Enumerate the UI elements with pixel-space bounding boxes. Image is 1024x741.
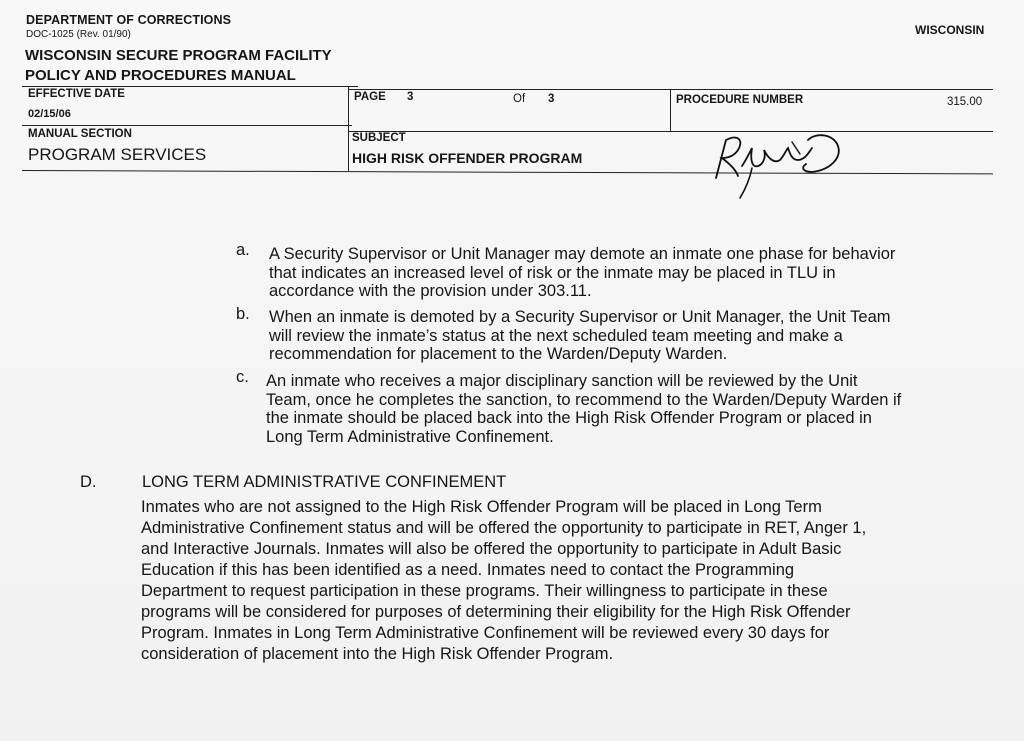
item-a-line: that indicates an increased level of risk or the inmate may be placed in TLU in bbox=[269, 263, 836, 282]
subject-value: HIGH RISK OFFENDER PROGRAM bbox=[352, 150, 583, 166]
page-number: 3 bbox=[407, 91, 414, 103]
signature-image bbox=[708, 120, 848, 200]
procedure-number-label: PROCEDURE NUMBER bbox=[676, 94, 804, 106]
item-b-text bbox=[269, 308, 989, 364]
manual-section-value: PROGRAM SERVICES bbox=[28, 145, 207, 164]
section-d-line: Department to request participation in these programs. Their willingness to participate in these bbox=[141, 582, 828, 600]
table-divider-1 bbox=[348, 87, 349, 171]
section-d-line: Education if this has been identified as a need. Inmates need to contact the Programming bbox=[141, 561, 795, 579]
section-d-line: programs will be considered for purposes of determining their eligibility for the High Risk Offender bbox=[141, 603, 851, 621]
section-d-line: Program. Inmates in Long Term Administrative Confinement will be reviewed every 30 days for bbox=[141, 624, 830, 642]
item-b-line: recommendation for placement to the Warden/Deputy Warden. bbox=[269, 345, 728, 363]
form-number: DOC-1025 (Rev. 01/90) bbox=[26, 29, 131, 40]
item-b-line: When an inmate is demoted by a Security Supervisor or Unit Manager, the Unit Team bbox=[269, 308, 891, 326]
table-divider-2 bbox=[670, 89, 671, 131]
subject-label: SUBJECT bbox=[352, 132, 406, 144]
table-top-rule-left bbox=[22, 86, 358, 87]
section-d-line: consideration of placement into the High Risk Offender Program. bbox=[141, 645, 614, 663]
department-name: DEPARTMENT OF CORRECTIONS bbox=[26, 13, 232, 27]
manual-name: POLICY AND PROCEDURES MANUAL bbox=[25, 67, 296, 84]
page-label: PAGE bbox=[354, 91, 386, 103]
of-label: Of bbox=[513, 93, 526, 105]
item-c-line: Team, once he completes the sanction, to recommend to the Warden/Deputy Warden if bbox=[266, 390, 902, 409]
section-d-line: Administrative Confinement status and will be offered the opportunity to participate in RET, Anger 1, bbox=[141, 519, 867, 537]
facility-name: WISCONSIN SECURE PROGRAM FACILITY bbox=[25, 47, 332, 64]
item-c-text bbox=[266, 372, 986, 446]
table-mid-rule-right bbox=[348, 131, 993, 132]
section-d-line: and Interactive Journals. Inmates will also be offered the opportunity to participate in Adult Basic bbox=[141, 540, 842, 558]
item-c-letter: c. bbox=[236, 368, 249, 386]
item-c-line: An inmate who receives a major disciplinary sanction will be reviewed by the Unit bbox=[266, 372, 858, 390]
effective-date-value: 02/15/06 bbox=[28, 108, 71, 120]
section-d-letter: D. bbox=[80, 473, 97, 491]
item-b-letter: b. bbox=[236, 305, 250, 323]
item-a-text bbox=[269, 245, 989, 301]
state-name: WISCONSIN bbox=[915, 23, 985, 37]
item-c-line: Long Term Administrative Confinement. bbox=[266, 427, 554, 446]
table-mid-rule-left bbox=[22, 125, 352, 126]
section-d-line: Inmates who are not assigned to the High Risk Offender Program will be placed in Long Term bbox=[141, 498, 822, 516]
effective-date-label: EFFECTIVE DATE bbox=[28, 88, 125, 100]
procedure-number-value: 315.00 bbox=[947, 96, 983, 108]
item-c-line: the inmate should be placed back into the High Risk Offender Program or placed in bbox=[266, 409, 872, 427]
item-a-line: A Security Supervisor or Unit Manager may demote an inmate one phase for behavior bbox=[269, 245, 896, 263]
item-b-line: will review the inmate’s status at the next scheduled team meeting and make a bbox=[269, 326, 843, 345]
item-a-line: accordance with the provision under 303.11. bbox=[269, 282, 592, 300]
manual-section-label: MANUAL SECTION bbox=[28, 128, 132, 140]
page-total: 3 bbox=[548, 93, 555, 105]
item-a-letter: a. bbox=[236, 241, 250, 259]
section-d-body bbox=[141, 497, 971, 665]
section-d-title: LONG TERM ADMINISTRATIVE CONFINEMENT bbox=[142, 473, 507, 491]
